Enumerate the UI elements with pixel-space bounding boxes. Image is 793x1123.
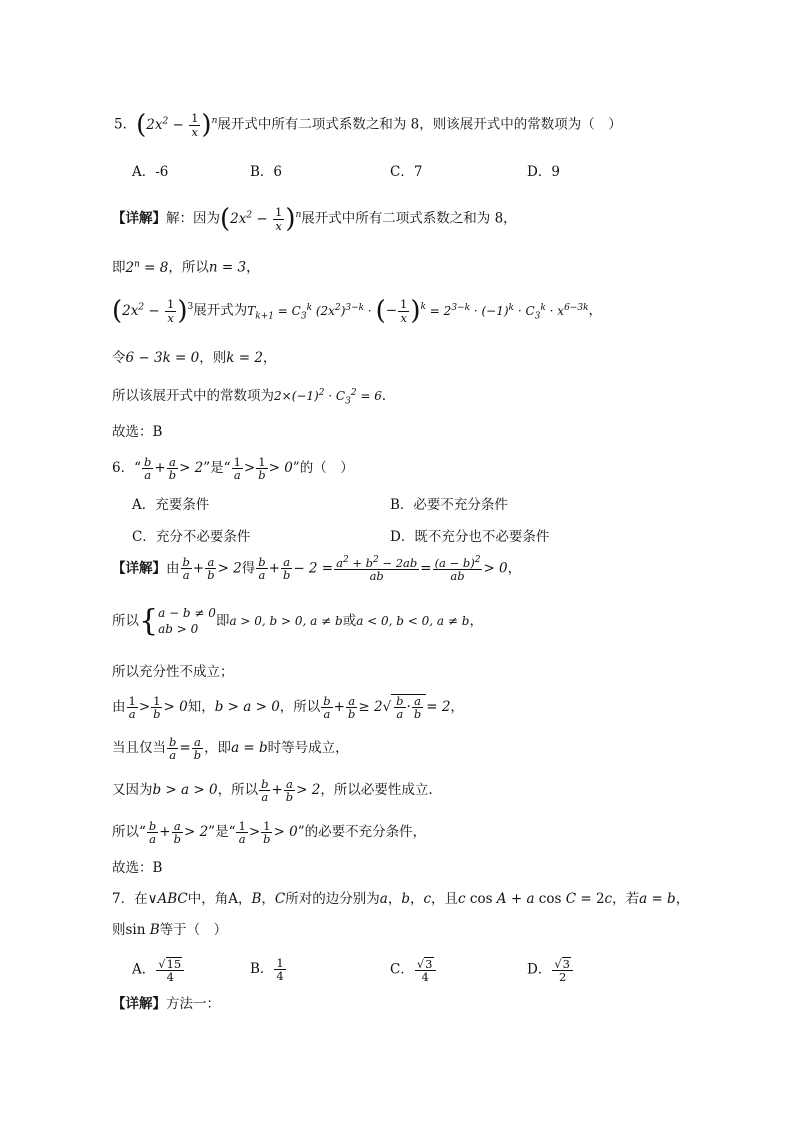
q5-stem: 5．($2x^2$ − $\frac{1}{x}$ )$^n$展开式中所有二项式系数之和为 8，则该展开式中的常数项为（ ）	[114, 110, 622, 140]
q6-detail-line3: 所以充分性不成立；	[112, 664, 234, 680]
q6-detail-line2: 所以{ a − b ≠ 0 ab > 0 即a > 0, b > 0, a ≠ b或a < 0, b < 0, a ≠ b，	[112, 603, 483, 639]
q7-option-d: D． $\frac{√3}{2}$	[527, 957, 574, 983]
q5-detail-label: 【详解】	[112, 210, 166, 227]
q5-number: 5．	[114, 116, 137, 133]
q6-detail-line7: 所以“ $\frac{b}{a}$ + $\frac{a}{b}$ > 2”是“ $\frac{1}{a}$ > $\frac{1}{b}$ > 0”的必要不充分条件，	[112, 819, 427, 847]
q7-option-a: A． $\frac{√15}{4}$	[132, 957, 185, 983]
q7-detail: 【详解】方法一：	[112, 996, 220, 1012]
q7-detail-label: 【详解】	[112, 996, 166, 1012]
q5-stem-text: 展开式中所有二项式系数之和为 8，则该展开式中的常数项为（ ）	[217, 116, 622, 133]
q6-number: 6．	[112, 460, 135, 477]
q6-option-b: B．必要不充分条件	[390, 497, 508, 513]
q5-detail-line5: 所以该展开式中的常数项为$2\times(-1)^2 \cdot C_3^2 = 6$．	[112, 388, 396, 407]
q5-detail-line2: 即$2^n = 8$，所以n = 3，	[112, 259, 260, 276]
q7-stem-line1: 7．在∨ABC中，角A，B，C所对的边分别为a，b，c，且c cos A + a cos C = 2c，若a = b，	[112, 891, 690, 907]
q6-option-c: C．充分不必要条件	[132, 529, 251, 545]
q7-option-b: B． $\frac{1}{4}$	[250, 956, 284, 984]
q6-detail-line4: 由 $\frac{1}{a}$ > $\frac{1}{b}$ > 0知，b > a > 0，所以 $\frac{b}{a}$ + $\frac{a}{b}$ ≥ 2√ $\frac{b}{a}$ · $\frac{a}{b}$ = 2，	[112, 694, 464, 722]
q5-option-b: B．6	[250, 164, 283, 180]
q6-detail-line1: 【详解】由 $\frac{b}{a}$ + $\frac{a}{b}$ > 2得 $\frac{b}{a}$ + $\frac{a}{b}$ − 2 = $\frac{a^2 + b^2 - 2ab}{ab}$ = $\frac{(a - b)^2}{ab}$ > 0，	[112, 555, 522, 583]
q7-option-c: C． $\frac{√3}{4}$	[390, 957, 437, 983]
q5-detail-line3: ($2x^2$ − $\frac{1}{x}$ )$^3$展开式为$T_{k+1} = C_3^k$ $(2x^2)^{3-k}$ · (− $\frac{1}{x}$ )$^k = 2^{3-k} \cdot (-1)^k \cdot C_3^k \cdot x^{6-3k}$，	[112, 296, 603, 326]
q7-number: 7．	[112, 891, 135, 907]
q5-option-d: D．9	[527, 164, 560, 180]
q6-option-a: A．充要条件	[132, 497, 210, 513]
q6-detail-label: 【详解】	[112, 560, 166, 577]
q5-option-a: A．-6	[132, 164, 169, 180]
q5-detail-line4: 令6 − 3k = 0，则k = 2，	[112, 350, 277, 366]
q6-detail-line5: 当且仅当 $\frac{b}{a}$ = $\frac{a}{b}$ ，即a = b时等号成立，	[112, 735, 349, 763]
q6-detail-line6: 又因为b > a > 0，所以 $\frac{b}{a}$ + $\frac{a}{b}$ > 2，所以必要性成立.	[112, 777, 433, 805]
q5-detail-line1: 【详解】解：因为($2x^2$ − $\frac{1}{x}$ )$^n$展开式中所有二项式系数之和为 8，	[112, 204, 517, 234]
q5-answer: 故选：B	[112, 424, 163, 440]
q5-option-c: C．7	[390, 164, 423, 180]
q6-option-d: D．既不充分也不必要条件	[390, 529, 550, 545]
q6-answer: 故选：B	[112, 860, 163, 876]
q6-stem: 6．“ $\frac{b}{a}$ + $\frac{a}{b}$ > 2”是“ $\frac{1}{a}$ > $\frac{1}{b}$ > 0”的（ ）	[112, 455, 354, 483]
q7-stem-line2: 则sin B等于（ ）	[112, 922, 228, 938]
